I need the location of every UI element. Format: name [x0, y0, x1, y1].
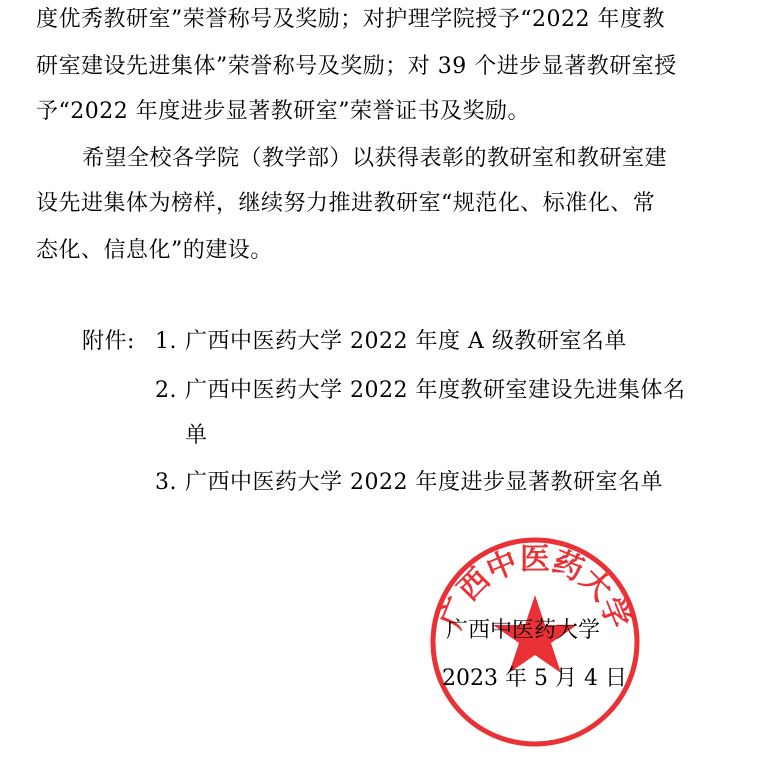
- body-line-5: 设先进集体为榜样，继续努力推进教研室“规范化、标准化、常: [36, 191, 656, 216]
- body-line-4: 希望全校各学院（教学部）以获得表彰的教研室和教研室建: [82, 146, 668, 171]
- attachment-title-1: 广西中医药大学 2022 年度 A 级教研室名单: [185, 329, 627, 354]
- body-line-6: 态化、信息化”的建设。: [36, 238, 273, 263]
- attachment-number-1: 1.: [155, 329, 177, 354]
- attachment-title-3: 广西中医药大学 2022 年度进步显著教研室名单: [185, 470, 663, 495]
- signature-organization: 广西中医药大学: [446, 618, 601, 643]
- seal-arc-text: 广西中医药大学: [433, 542, 637, 634]
- body-line-2: 研室建设先进集体”荣誉称号及奖励；对 39 个进步显著教研室授: [36, 54, 677, 79]
- attachment-number-2: 2.: [155, 378, 177, 403]
- body-line-3: 予“2022 年度进步显著教研室”荣誉证书及奖励。: [36, 99, 530, 124]
- signature-date: 2023 年 5 月 4 日: [442, 666, 627, 691]
- attachments-label: 附件:: [82, 329, 135, 354]
- body-line-1: 度优秀教研室”荣誉称号及奖励；对护理学院授予“2022 年度教: [36, 7, 665, 32]
- attachment-number-3: 3.: [155, 470, 177, 495]
- attachment-title-2: 广西中医药大学 2022 年度教研室建设先进集体名: [185, 378, 686, 403]
- attachment-title-2-continued: 单: [185, 423, 208, 448]
